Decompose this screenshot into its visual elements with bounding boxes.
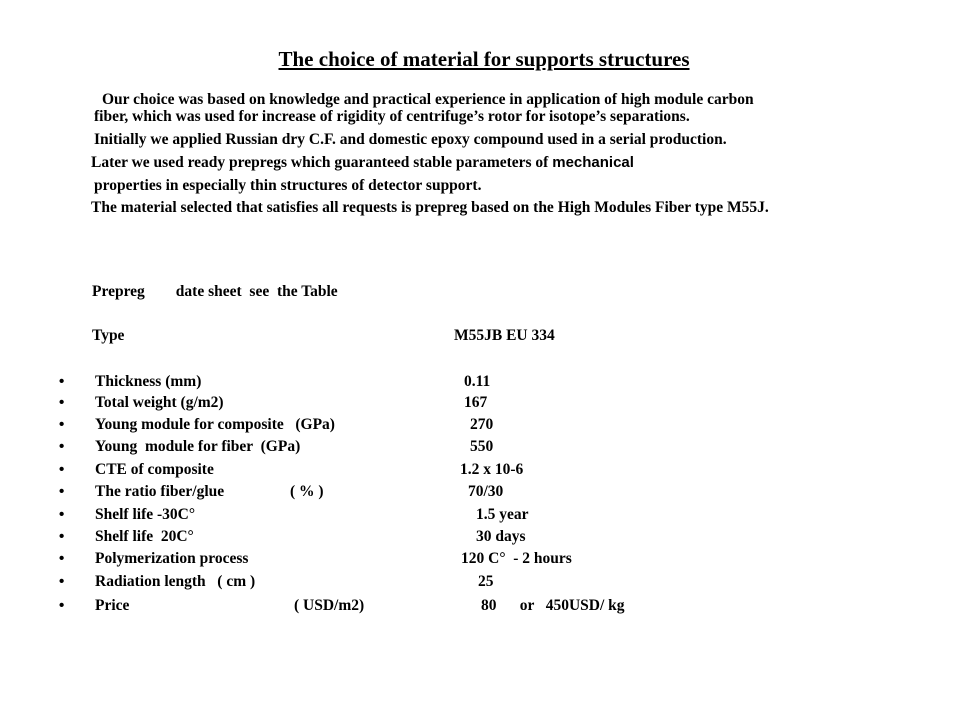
list-item [0,573,700,595]
bullet: • [59,528,65,545]
bullet: • [59,461,65,478]
property-value: 120 C° - 2 hours [461,550,572,567]
list-item [0,528,700,550]
property-value: 70/30 [468,483,504,500]
property-unit: ( USD/m2) [294,597,365,614]
bullet: • [59,573,65,590]
list-item [0,550,700,572]
property-value: 25 [478,573,494,590]
bullet: • [59,416,65,433]
type-label: Type [92,327,125,344]
intro-line-2: fiber, which was used for increase of rigidity of centrifuge’s rotor for isotope’s separations. [94,108,690,125]
property-value: 550 [470,438,494,455]
intro-line-4-text: Later we used ready prepregs which guaranteed stable parameters of [91,154,549,171]
bullet: • [59,394,65,411]
property-label: Radiation length ( cm ) [95,573,256,590]
property-value: 1.5 year [476,506,529,523]
intro-line-6: The material selected that satisfies all requests is prepreg based on the High Modules Fiber type M55J. [91,199,769,216]
list-item [0,597,700,619]
property-value: 0.11 [464,373,491,390]
property-label: Polymerization process [95,550,249,567]
property-label: Young module for composite (GPa) [95,416,335,433]
property-label: The ratio fiber/glue [95,483,225,500]
property-label: Price [95,597,130,614]
property-value: 30 days [476,528,526,545]
table-intro: Prepreg date sheet see the Table [92,283,338,300]
property-value: 270 [470,416,494,433]
list-item [0,438,700,460]
intro-line-3: Initially we applied Russian dry C.F. and domestic epoxy compound used in a serial production. [94,131,727,148]
bullet: • [59,506,65,523]
bullet: • [59,373,65,390]
property-label: Shelf life -30C° [95,506,196,523]
property-value: 167 [464,394,488,411]
property-label: Young module for fiber (GPa) [95,438,301,455]
bullet: • [59,597,65,614]
property-label: Shelf life 20C° [95,528,194,545]
property-label: CTE of composite [95,461,214,478]
property-label: Thickness (mm) [95,373,202,390]
property-value: 1.2 x 10-6 [460,461,524,478]
intro-line-5: properties in especially thin structures of detector support. [94,177,482,194]
list-item [0,416,700,438]
intro-line-1: Our choice was based on knowledge and practical experience in application of high module carbon [102,91,754,108]
property-label: Total weight (g/m2) [95,394,224,411]
property-value: 80 or 450USD/ kg [481,597,625,614]
intro-line-4-sans-word: mechanical [552,154,634,171]
list-item [0,394,700,416]
list-item [0,506,700,528]
list-item [0,483,700,505]
bullet: • [59,438,65,455]
bullet: • [59,483,65,500]
bullet: • [59,550,65,567]
page-title: The choice of material for supports structures [278,47,690,72]
type-value: M55JB EU 334 [454,327,555,344]
list-item [0,461,700,483]
list-item [0,373,700,395]
property-unit: ( % ) [290,483,324,500]
